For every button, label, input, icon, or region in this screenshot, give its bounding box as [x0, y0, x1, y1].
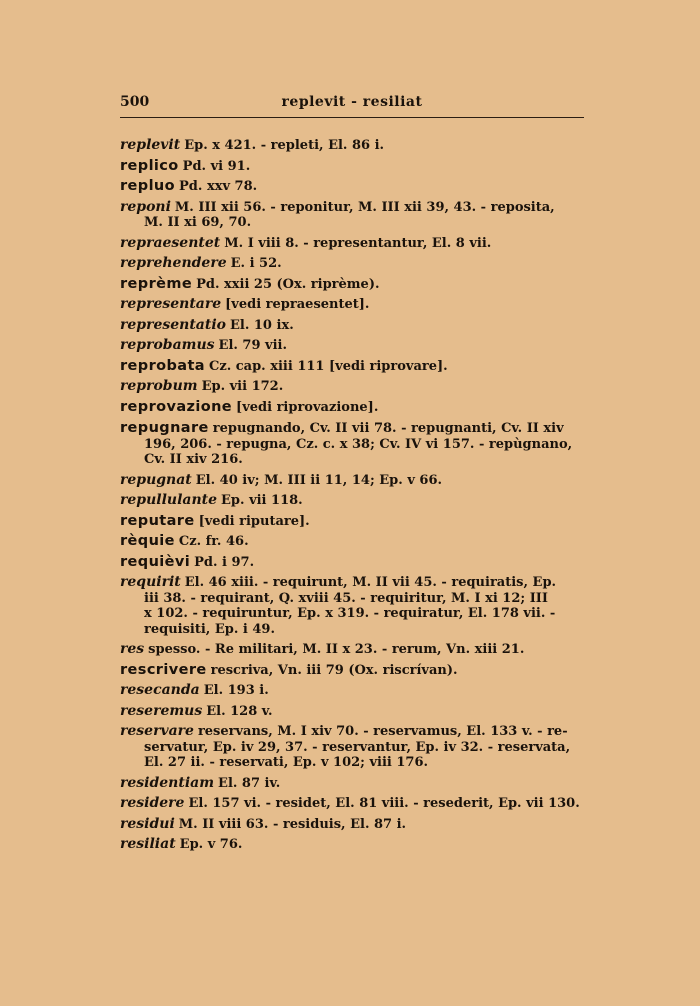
entry-reference-text: El. 79 vii.	[218, 338, 288, 353]
entry-headword: rescrivere	[120, 661, 207, 678]
dictionary-entry	[120, 159, 584, 175]
entry-text-line	[120, 704, 584, 720]
dictionary-entry	[120, 338, 584, 354]
entry-reference-text: El. 40 iv; M. III ii 11, 14; Ep. v 66.	[195, 472, 443, 488]
entry-text-line	[120, 452, 584, 468]
entry-headword: rèquie	[120, 533, 175, 549]
entry-text-line	[120, 400, 584, 416]
entry-text-line	[120, 622, 584, 638]
entry-headword: residentiam	[120, 774, 215, 791]
entry-reference-text: repugnando, Cv. II vii 78. - repugnanti, Cv. II xiv	[212, 421, 564, 436]
dictionary-entry	[120, 663, 584, 679]
dictionary-entry	[120, 318, 584, 334]
entry-headword: res	[120, 641, 145, 657]
entry-reference-text: El. 27 ii. - reservati, Ep. v 102; viii 176.	[144, 755, 429, 770]
dictionary-entry	[120, 724, 584, 771]
entry-text-line	[120, 421, 584, 437]
running-title: replevit - resiliat	[281, 94, 423, 110]
dictionary-entry	[120, 256, 584, 272]
dictionary-entry	[120, 575, 584, 637]
entry-text-line	[120, 555, 584, 571]
dictionary-entry	[120, 493, 584, 509]
entry-headword: requièvi	[120, 553, 191, 570]
entry-text-line	[120, 663, 584, 679]
entry-reference-text: M. II viii 63. - residuis, El. 87 i.	[178, 816, 407, 832]
entry-headword: reprovazione	[120, 398, 233, 415]
entry-reference-text: Pd. xxii 25 (Ox. riprème).	[196, 276, 380, 292]
entry-reference-text: Cz. cap. xiii 111 [vedi riprovare].	[208, 358, 448, 374]
dictionary-entry	[120, 421, 584, 468]
entry-headword: reprobata	[120, 357, 205, 374]
entry-reference-text: Ep. x 421. - repleti, El. 86 i.	[184, 138, 385, 153]
dictionary-entry	[120, 555, 584, 571]
dictionary-entry	[120, 277, 584, 293]
entry-reference-text: reservans, M. I xiv 70. - reservamus, El. 133 v. - re-	[197, 724, 568, 739]
entry-headword: reprehendere	[120, 255, 227, 271]
dictionary-entry	[120, 776, 584, 792]
entry-text-line	[120, 200, 584, 216]
entry-headword: representatio	[120, 316, 226, 333]
entry-text-line	[120, 606, 584, 622]
entry-reference-text: M. II xi 69, 70.	[144, 215, 252, 230]
entry-reference-text: iii 38. - requirant, Q. xviii 45. - requiritur, M. I xi 12; III	[144, 590, 548, 606]
entry-text-line	[120, 215, 584, 231]
entry-text-line	[120, 493, 584, 509]
entry-text-line	[120, 138, 584, 154]
entry-headword: repluo	[120, 178, 176, 194]
dictionary-entry	[120, 179, 584, 195]
entry-headword: repugnat	[120, 471, 192, 488]
entry-headword: repullulante	[120, 492, 218, 508]
header-rule	[120, 117, 584, 118]
dictionary-entry	[120, 817, 584, 833]
entry-reference-text: El. 87 iv.	[218, 775, 281, 791]
entry-text-line	[120, 514, 584, 530]
entry-text-line	[120, 591, 584, 607]
entry-headword: residere	[120, 795, 185, 811]
dictionary-entry	[120, 359, 584, 375]
entry-text-line	[120, 318, 584, 334]
entry-text-line	[120, 437, 584, 453]
entry-reference-text: Pd. i 97.	[194, 554, 255, 570]
entry-reference-text: Pd. vi 91.	[182, 158, 251, 174]
dictionary-entry	[120, 796, 584, 812]
entry-text-line	[120, 837, 584, 853]
entry-headword: reponi	[120, 198, 171, 215]
entry-reference-text: Pd. xxv 78.	[179, 179, 258, 194]
entry-text-line	[120, 359, 584, 375]
entry-text-line	[120, 755, 584, 771]
entry-text-line	[120, 575, 584, 591]
entry-headword: repraesentet	[120, 234, 221, 251]
entry-reference-text: El. 10 ix.	[229, 317, 294, 333]
entry-list	[120, 133, 584, 853]
entry-headword: repugnare	[120, 420, 209, 436]
entry-reference-text: Ep. v 76.	[179, 837, 243, 852]
dictionary-entry	[120, 400, 584, 416]
entry-text-line	[120, 740, 584, 756]
entry-headword: reseremus	[120, 702, 203, 719]
entry-reference-text: El. 128 v.	[206, 703, 273, 719]
entry-text-line	[120, 776, 584, 792]
entry-text-line	[120, 817, 584, 833]
entry-text-line	[120, 473, 584, 489]
dictionary-entry	[120, 236, 584, 252]
entry-reference-text: El. 157 vi. - residet, El. 81 viii. - resederit, Ep. vii 130.	[188, 796, 580, 811]
entry-text-line	[120, 642, 584, 658]
entry-headword: reputare	[120, 512, 195, 529]
entry-headword: reprobum	[120, 378, 198, 394]
entry-text-line	[120, 534, 584, 550]
entry-text-line	[120, 256, 584, 272]
entry-reference-text: El. 46 xiii. - requirunt, M. II vii 45. - requiratis, Ep.	[184, 575, 557, 590]
entry-reference-text: spesso. - Re militari, M. II x 23. - rerum, Vn. xiii 21.	[148, 642, 525, 657]
entry-text-line	[120, 724, 584, 740]
entry-reference-text: Ep. vii 118.	[221, 493, 303, 508]
entry-reference-text: requisiti, Ep. i 49.	[144, 621, 275, 637]
entry-headword: residui	[120, 815, 175, 832]
entry-reference-text: x 102. - requiruntur, Ep. x 319. - requiratur, El. 178 vii. -	[144, 606, 556, 621]
entry-headword: replevit	[120, 137, 181, 153]
entry-text-line	[120, 159, 584, 175]
page-header	[120, 94, 584, 116]
entry-headword: reservare	[120, 723, 194, 739]
entry-text-line	[120, 338, 584, 354]
entry-text-line	[120, 277, 584, 293]
dictionary-entry	[120, 138, 584, 154]
dictionary-entry	[120, 200, 584, 231]
entry-text-line	[120, 236, 584, 252]
entry-headword: requirit	[120, 574, 181, 590]
entry-reference-text: Cv. II xiv 216.	[144, 452, 243, 467]
dictionary-entry	[120, 704, 584, 720]
entry-reference-text: 196, 206. - repugna, Cz. c. x 38; Cv. IV vi 157. - repùgnano,	[144, 436, 573, 452]
entry-text-line	[120, 297, 584, 313]
entry-reference-text: E. i 52.	[230, 256, 282, 271]
entry-text-line	[120, 179, 584, 195]
entry-headword: replico	[120, 157, 179, 174]
entry-reference-text: [vedi riputare].	[198, 513, 310, 529]
entry-reference-text: Ep. vii 172.	[201, 379, 284, 394]
dictionary-entry	[120, 473, 584, 489]
dictionary-entry	[120, 837, 584, 853]
entry-reference-text: rescriva, Vn. iii 79 (Ox. riscrívan).	[210, 662, 458, 678]
entry-reference-text: [vedi riprovazione].	[236, 399, 379, 415]
dictionary-entry	[120, 642, 584, 658]
entry-reference-text: M. I viii 8. - representantur, El. 8 vii.	[224, 235, 492, 251]
dictionary-entry	[120, 683, 584, 699]
entry-reference-text: El. 193 i.	[203, 683, 269, 698]
page-number: 500	[120, 94, 150, 110]
dictionary-entry	[120, 379, 584, 395]
entry-headword: reprobamus	[120, 337, 215, 353]
entry-headword: reprème	[120, 275, 193, 292]
dictionary-entry	[120, 514, 584, 530]
entry-headword: resecanda	[120, 682, 200, 698]
dictionary-entry	[120, 297, 584, 313]
entry-reference-text: M. III xii 56. - reponitur, M. III xii 39, 43. - reposita,	[174, 199, 555, 215]
entry-text-line	[120, 379, 584, 395]
entry-reference-text: Cz. fr. 46.	[178, 534, 249, 549]
dictionary-entry	[120, 534, 584, 550]
entry-reference-text: servatur, Ep. iv 29, 37. - reservantur, Ep. iv 32. - reservata,	[144, 739, 571, 755]
entry-text-line	[120, 796, 584, 812]
entry-reference-text: [vedi repraesentet].	[225, 297, 370, 312]
entry-headword: resiliat	[120, 836, 176, 852]
entry-text-line	[120, 683, 584, 699]
entry-headword: representare	[120, 296, 222, 312]
